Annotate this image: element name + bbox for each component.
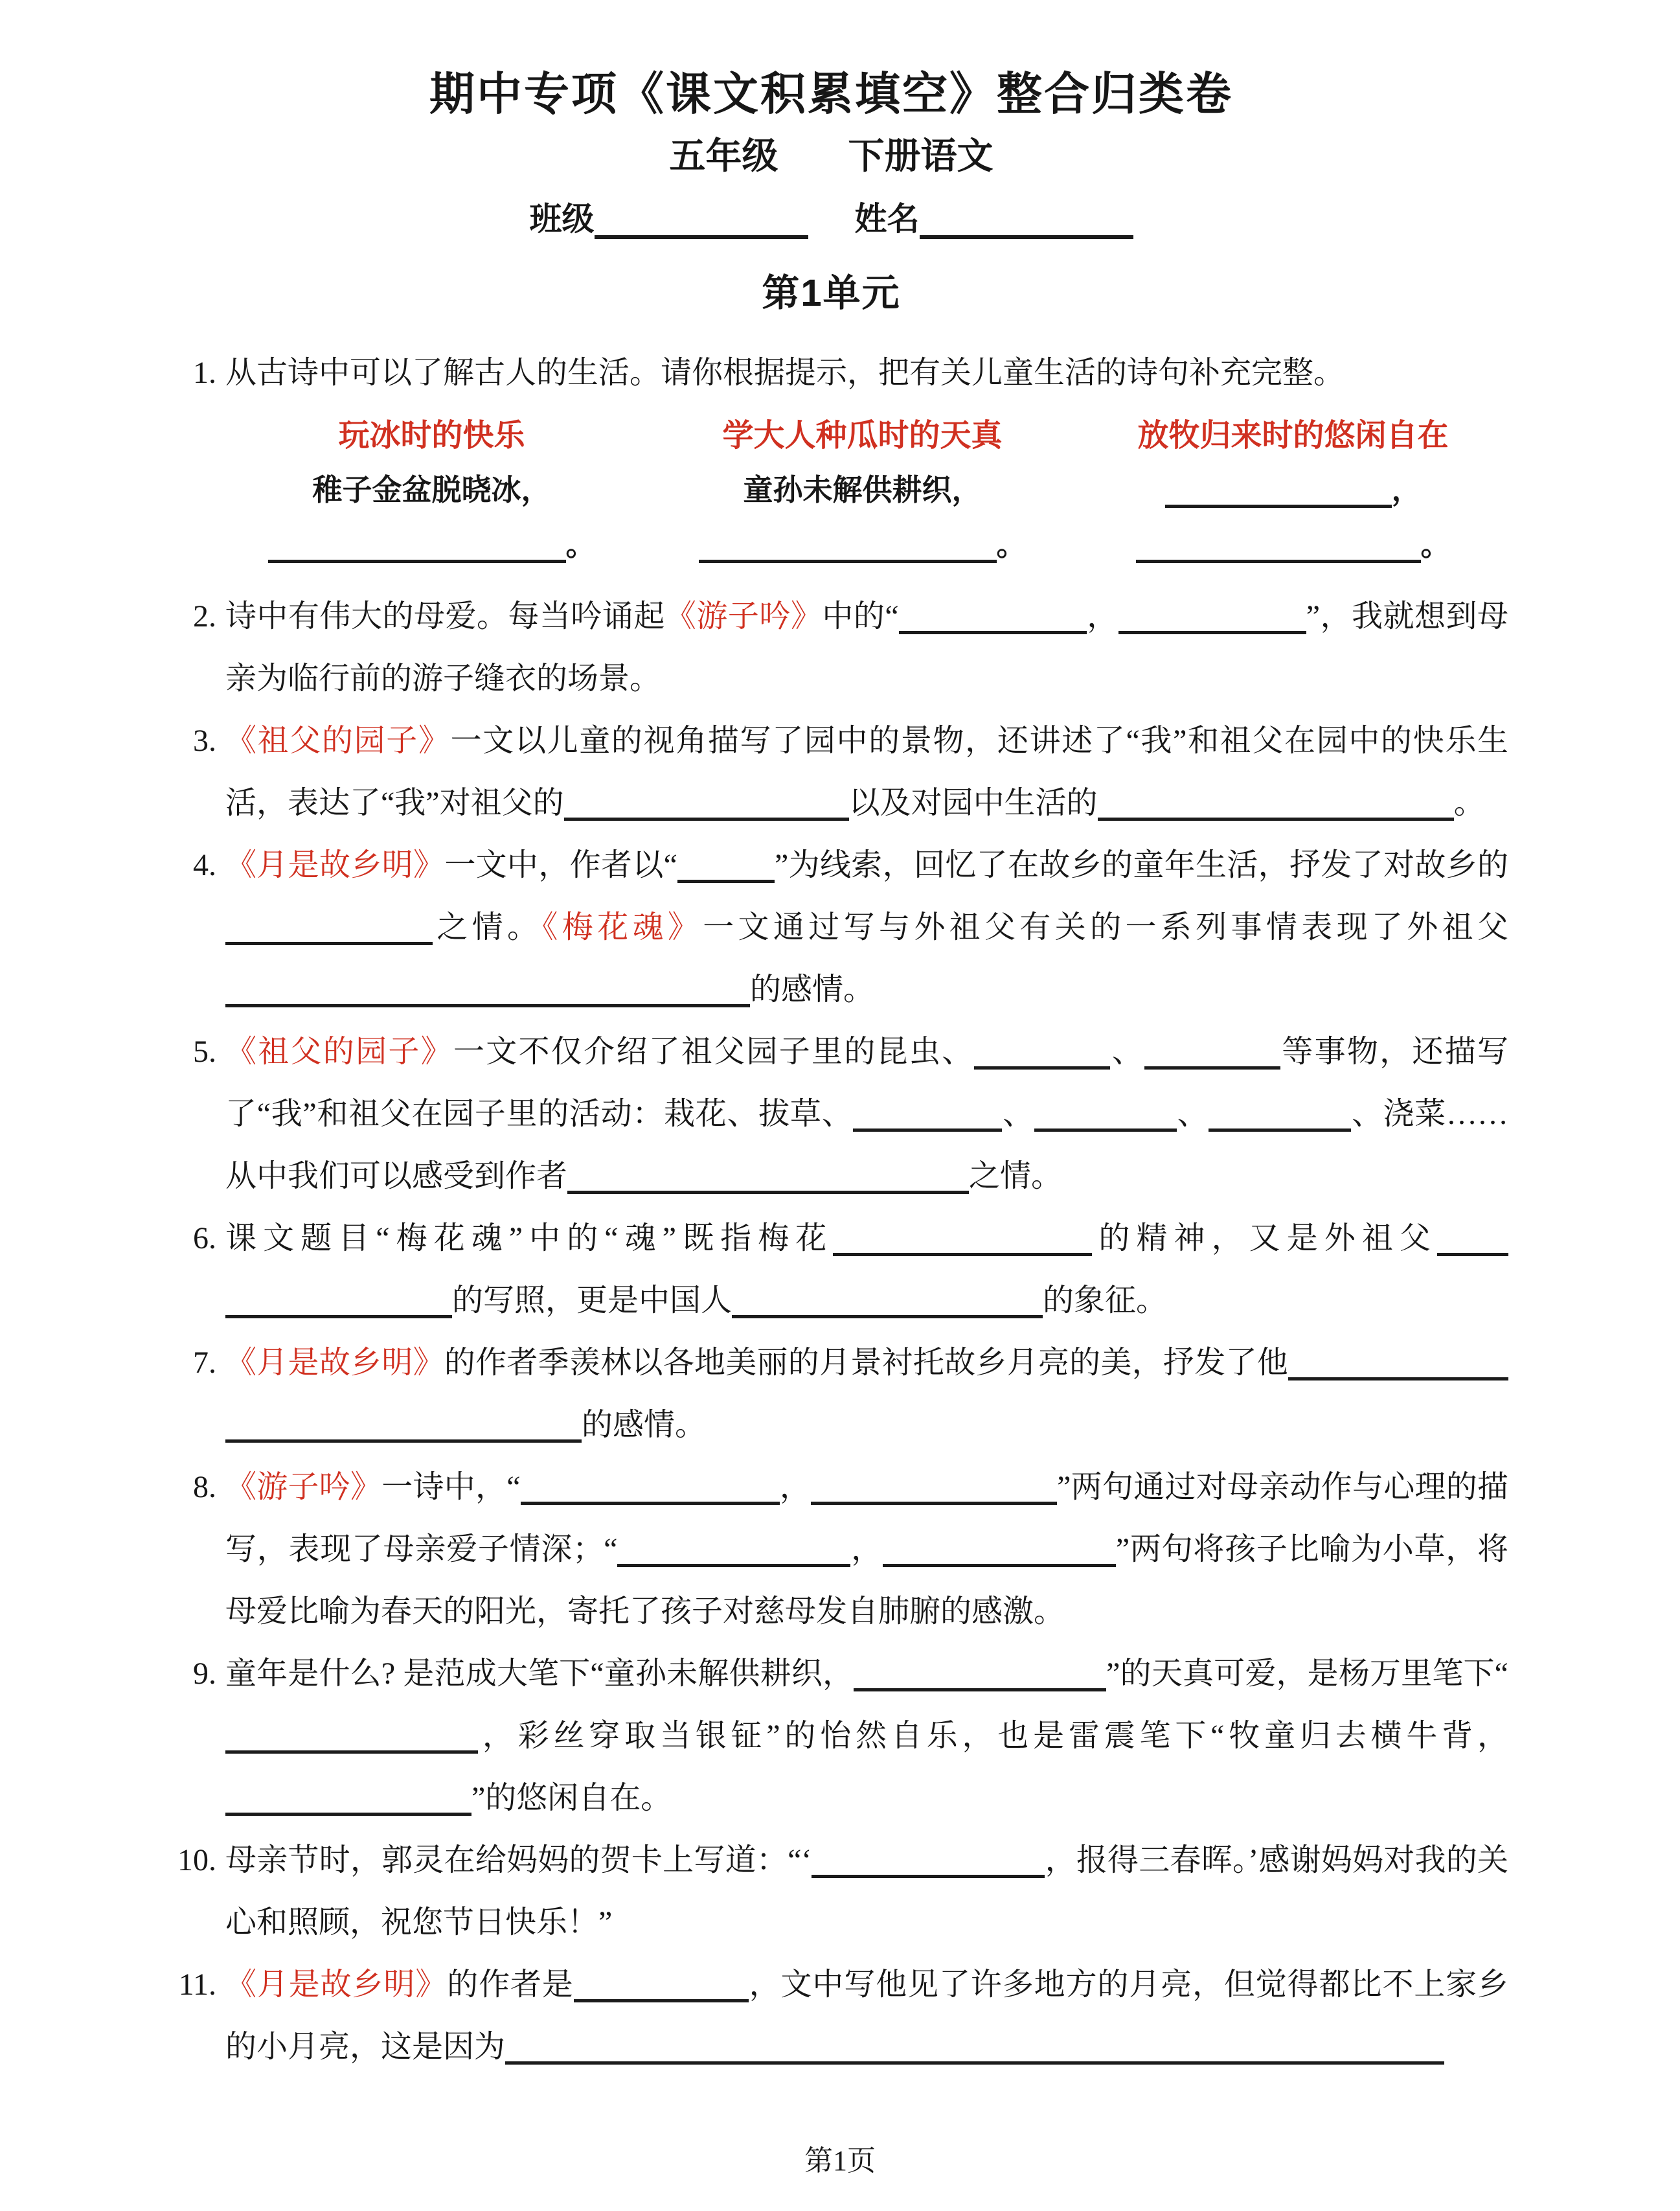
question-text: ， — [1391, 473, 1422, 507]
question-text: ， — [1086, 599, 1118, 634]
question-1-columns — [216, 409, 1508, 573]
answer-blank — [574, 1973, 749, 2002]
question-text: 、 — [1176, 1096, 1209, 1131]
book-title: 《月是故乡明》 — [225, 1345, 444, 1380]
answer-blank — [567, 1165, 969, 1194]
question-body — [225, 1954, 1508, 2078]
question-body — [225, 710, 1508, 834]
question-2 — [154, 586, 1508, 710]
question-text: 等事物，还描写了“我”和祖父在园子里的活动：栽花、拔草、 — [225, 1034, 1508, 1131]
book-title: 《游子吟》 — [664, 599, 823, 634]
poem-line — [1078, 518, 1508, 573]
question-text: 、 — [1110, 1034, 1145, 1069]
answer-blank — [833, 1227, 1092, 1256]
question-number: 11. — [178, 1967, 216, 2002]
question-text: 之情。 — [969, 1158, 1063, 1193]
poem-line — [647, 518, 1078, 573]
question-text: 一文中，作者以“ — [444, 847, 677, 882]
page-number: 第1页 — [804, 2145, 876, 2177]
name-label: 姓名 — [854, 200, 920, 237]
question-text: 之情。 — [433, 910, 543, 945]
semester-label: 下册语文 — [848, 135, 993, 176]
answer-blank — [505, 2035, 1444, 2065]
question-text: 的象征。 — [1043, 1283, 1168, 1318]
answer-blank — [677, 854, 775, 883]
question-list — [154, 586, 1508, 2078]
question-text: 一文通过写与外祖父有关的一系列事情表现了外祖父 — [703, 910, 1508, 945]
question-text: 的写照，更是中国人 — [452, 1283, 732, 1318]
question-text: ， — [779, 1469, 812, 1504]
question-text: ， — [850, 1531, 883, 1566]
grade-label: 五年级 — [669, 135, 778, 176]
question-number: 10. — [177, 1842, 216, 1877]
question-body — [225, 1208, 1508, 1332]
question-text: 一诗中，“ — [381, 1469, 521, 1504]
book-title: 《月是故乡明》 — [225, 1967, 448, 2002]
book-title: 《祖父的园子》 — [225, 723, 451, 758]
poem-line — [216, 518, 647, 573]
answer-blank — [1288, 1351, 1508, 1380]
question-number: 6. — [193, 1220, 216, 1255]
question-text: 童年是什么? 是范成大笔下“童孙未解供耕织， — [225, 1656, 854, 1691]
question-6 — [154, 1208, 1508, 1332]
question-number: 8. — [193, 1469, 216, 1504]
question-text: 的精神，又是外祖父 — [1092, 1220, 1437, 1255]
question-text: 、 — [1002, 1096, 1034, 1131]
question-text: 。 — [1453, 785, 1485, 820]
poem-line — [647, 463, 1078, 518]
question-text: ，报得三春晖。’感谢妈妈对我的关心和照顾，祝您节日快乐！” — [225, 1842, 1508, 1940]
answer-blank — [225, 1414, 582, 1443]
question-text: 诗中有伟大的母爱。每当吟诵起 — [225, 599, 665, 634]
answer-blank — [1034, 1103, 1177, 1132]
poem-column — [647, 409, 1078, 573]
question-number: 3. — [193, 723, 216, 758]
book-title: 《梅花魂》 — [542, 910, 703, 945]
answer-blank — [268, 534, 566, 563]
question-body — [225, 1021, 1508, 1208]
question-text: 的感情。 — [582, 1407, 707, 1442]
class-label: 班级 — [529, 200, 595, 237]
class-blank — [595, 204, 808, 239]
question-text: 的作者季羡林以各地美丽的月景衬托故乡月亮的美，抒发了他 — [444, 1345, 1288, 1380]
question-1 — [154, 342, 1508, 404]
question-number: 4. — [193, 847, 216, 882]
answer-blank — [812, 1849, 1045, 1878]
question-body — [225, 586, 1508, 710]
question-text: 一文不仅介绍了祖父园子里的昆虫、 — [453, 1034, 975, 1069]
answer-blank — [699, 534, 997, 563]
question-number: 5. — [193, 1034, 216, 1069]
question-8 — [154, 1456, 1508, 1643]
answer-blank — [225, 1724, 478, 1754]
question-text: 童孙未解供耕织， — [743, 473, 982, 507]
question-text: 中的“ — [822, 599, 899, 634]
question-4 — [154, 834, 1508, 1021]
poem-column — [216, 409, 647, 573]
poem-category-header: 学大人种瓜时的天真 — [722, 418, 1003, 453]
answer-blank — [564, 792, 849, 821]
question-11 — [154, 1954, 1508, 2078]
answer-blank — [883, 1538, 1116, 1567]
question-text: 母亲节时，郭灵在给妈妈的贺卡上写道：“‘ — [225, 1842, 812, 1877]
answer-blank — [617, 1538, 850, 1567]
answer-blank — [854, 1662, 1106, 1691]
question-text: 。 — [1420, 528, 1451, 562]
question-5 — [154, 1021, 1508, 1208]
page-title: 期中专项《课文积累填空》整合归类卷 — [429, 69, 1233, 119]
answer-blank — [521, 1476, 780, 1505]
answer-blank — [1136, 534, 1421, 563]
name-blank — [920, 204, 1133, 239]
answer-blank — [225, 1289, 452, 1318]
question-number: 1. — [193, 356, 216, 391]
section-title: 第1单元 — [762, 271, 901, 314]
question-area — [154, 342, 1508, 2078]
book-title: 《祖父的园子》 — [225, 1034, 453, 1069]
poem-column — [1078, 409, 1508, 573]
poem-line — [1078, 463, 1508, 518]
poem-category-header: 放牧归来时的悠闲自在 — [1137, 418, 1449, 453]
book-title: 《游子吟》 — [225, 1469, 382, 1504]
book-title: 《月是故乡明》 — [225, 847, 445, 882]
question-text: ”的天真可爱，是杨万里笔下“ — [1106, 1656, 1508, 1691]
question-number: 2. — [193, 599, 216, 634]
question-text: 、浇菜……从中我们可以感受到作者 — [225, 1096, 1508, 1193]
poem-line — [216, 463, 647, 518]
answer-blank — [225, 1787, 471, 1816]
question-text: 的感情。 — [750, 972, 875, 1007]
page-footer — [0, 2137, 1680, 2179]
question-text: ，彩丝穿取当银钲”的怡然自乐，也是雷震笔下“牧童归去横牛背， — [478, 1718, 1508, 1753]
answer-blank — [1144, 1040, 1280, 1070]
question-text: ”的悠闲自在。 — [471, 1780, 672, 1815]
question-body — [225, 1456, 1508, 1643]
question-text: 以及对园中生活的 — [848, 785, 1098, 820]
question-text: 课文题目“梅花魂”中的“魂”既指梅花 — [225, 1220, 834, 1255]
answer-blank — [1118, 605, 1306, 634]
answer-blank — [899, 605, 1087, 634]
answer-blank — [1098, 792, 1454, 821]
question-3 — [154, 710, 1508, 834]
question-body — [225, 1829, 1508, 1954]
question-9 — [154, 1643, 1508, 1829]
answer-blank — [811, 1476, 1057, 1505]
question-text: 从古诗中可以了解古人的生活。请你根据提示，把有关儿童生活的诗句补充完整。 — [225, 356, 1345, 391]
poem-category-header: 玩冰时的快乐 — [338, 418, 525, 453]
question-body — [225, 1643, 1508, 1829]
answer-blank — [853, 1103, 1002, 1132]
question-10 — [154, 1829, 1508, 1954]
question-text: 稚子金盆脱晓冰， — [312, 473, 551, 507]
answer-blank — [1437, 1227, 1508, 1256]
question-text: ”为线索，回忆了在故乡的童年生活，抒发了对故乡的 — [775, 847, 1508, 882]
answer-blank — [1209, 1103, 1351, 1132]
student-info-line — [154, 198, 1508, 240]
question-text: ”，我就想到母亲为临行前的游子缝衣的场景。 — [225, 599, 1508, 696]
answer-blank — [1165, 479, 1392, 508]
question-text: ，文中写他见了许多地方的月亮，但觉得都比不上家乡的小月亮，这是因为 — [225, 1967, 1508, 2064]
question-text: 的作者是 — [447, 1967, 574, 2002]
subtitle — [154, 133, 1508, 180]
question-text: ”两句通过对母亲动作与心理的描写，表现了母亲爱子情深；“ — [225, 1469, 1508, 1566]
question-7 — [154, 1332, 1508, 1456]
question-body — [225, 834, 1508, 1021]
answer-blank — [732, 1289, 1043, 1318]
question-text: 一文以儿童的视角描写了园中的景物，还讲述了“我”和祖父在园中的快乐生活，表达了“我”对祖父的 — [225, 723, 1508, 820]
question-text: 。 — [996, 528, 1027, 562]
question-body — [225, 1332, 1508, 1456]
question-number: 7. — [193, 1345, 216, 1380]
question-number: 9. — [193, 1656, 216, 1691]
answer-blank — [225, 978, 750, 1007]
answer-blank — [225, 916, 433, 945]
question-text: 。 — [565, 528, 596, 562]
answer-blank — [974, 1040, 1110, 1070]
question-text: ”两句将孩子比喻为小草，将母爱比喻为春天的阳光，寄托了孩子对慈母发自肺腑的感激。 — [225, 1531, 1508, 1629]
